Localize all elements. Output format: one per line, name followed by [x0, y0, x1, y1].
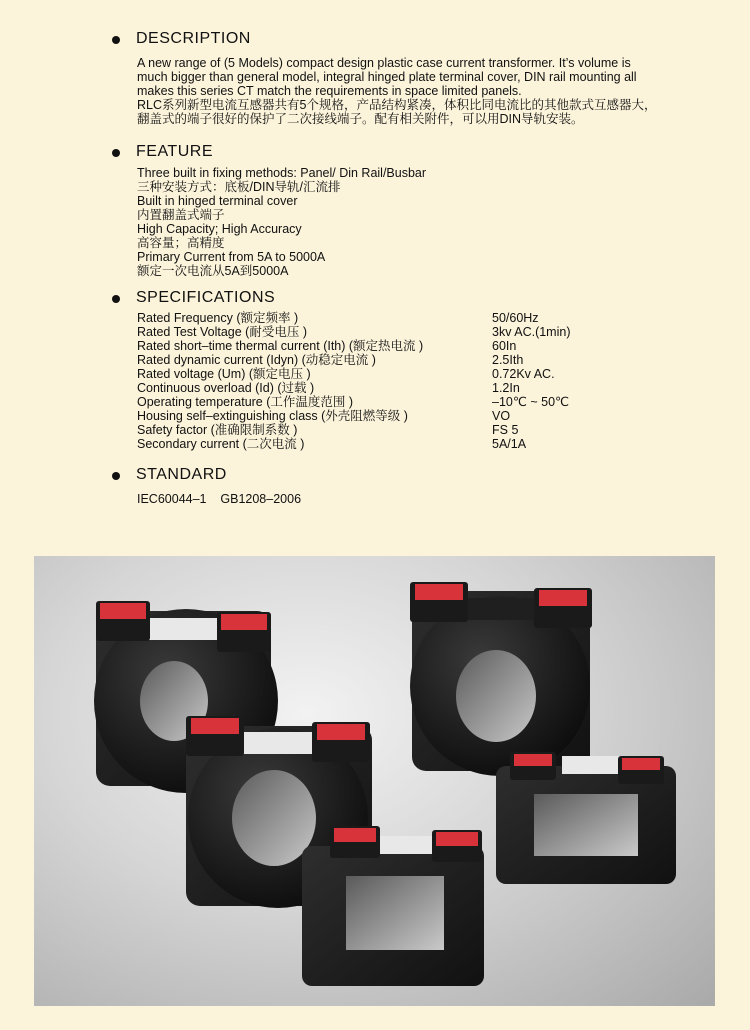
description-body — [137, 56, 656, 126]
spec-label: Rated dynamic current (Idyn) (动稳定电流 ) — [137, 353, 376, 367]
description-line: RLC系列新型电流互感器共有5个规格，产品结构紧凑，体积比同电流比的其他款式互感器大， — [137, 98, 657, 112]
spec-value: 50/60Hz — [492, 311, 539, 325]
spec-value: 0.72Kv AC. — [492, 367, 555, 381]
feature-line: Built in hinged terminal cover — [137, 194, 298, 208]
standard-heading: STANDARD — [136, 466, 227, 483]
rectangular-ct-front — [302, 826, 484, 986]
spec-value: FS 5 — [492, 423, 519, 437]
feature-line: 高容量；高精度 — [137, 236, 225, 250]
feature-heading: FEATURE — [136, 143, 213, 160]
bullet-icon — [112, 149, 120, 157]
product-photo — [34, 556, 715, 1006]
standard-text: IEC60044–1 GB1208–2006 — [137, 492, 302, 506]
description-heading: DESCRIPTION — [136, 30, 251, 47]
spec-label: Rated short–time thermal current (Ith) (额定热电流 ) — [137, 339, 424, 353]
current-transformers-illustration — [34, 556, 715, 1006]
bullet-icon — [112, 472, 120, 480]
round-ct-large-right — [410, 582, 592, 776]
bullet-icon — [112, 295, 120, 303]
feature-line: 三种安装方式：底板/DIN导轨/汇流排 — [137, 180, 341, 194]
description-line: 翻盖式的端子很好的保护了二次接线端子。配有相关附件，可以用DIN导轨安装。 — [137, 112, 584, 126]
spec-label: Secondary current (二次电流 ) — [137, 437, 305, 451]
spec-label: Rated voltage (Um) (额定电压 ) — [137, 367, 311, 381]
spec-label: Safety factor (准确限制系数 ) — [137, 423, 298, 437]
spec-value: 60In — [492, 339, 517, 353]
spec-value: 2.5Ith — [492, 353, 524, 367]
feature-line: Primary Current from 5A to 5000A — [137, 250, 326, 264]
description-line: much bigger than general model, integral hinged plate terminal cover, DIN rail mounting all — [137, 70, 637, 84]
spec-value: 3kv AC.(1min) — [492, 325, 571, 339]
spec-label: Operating temperature (工作温度范围 ) — [137, 395, 354, 409]
feature-line: 额定一次电流从5A到5000A — [137, 264, 289, 278]
feature-line: 内置翻盖式端子 — [137, 208, 225, 222]
spec-value: –10℃ ~ 50℃ — [492, 395, 570, 409]
feature-line: Three built in fixing methods: Panel/ Din Rail/Busbar — [137, 166, 427, 180]
rectangular-ct-right — [496, 752, 676, 884]
description-line: makes this series CT match the requirements in space limited panels. — [137, 84, 522, 98]
spec-value: 1.2In — [492, 381, 520, 395]
feature-body — [137, 166, 426, 278]
spec-label: Housing self–extinguishing class (外壳阻燃等级 ) — [137, 409, 408, 423]
feature-line: High Capacity; High Accuracy — [137, 222, 302, 236]
spec-label: Continuous overload (Id) (过载 ) — [137, 381, 315, 395]
spec-label: Rated Test Voltage (耐受电压 ) — [137, 325, 307, 339]
spec-value: 5A/1A — [492, 437, 527, 451]
spec-value: VO — [492, 409, 511, 423]
specifications-table — [112, 311, 672, 456]
spec-label: Rated Frequency (额定频率 ) — [137, 311, 299, 325]
description-line: A new range of (5 Models) compact design plastic case current transformer. It’s volume is — [137, 56, 631, 70]
bullet-icon — [112, 36, 120, 44]
specifications-heading: SPECIFICATIONS — [136, 289, 276, 306]
